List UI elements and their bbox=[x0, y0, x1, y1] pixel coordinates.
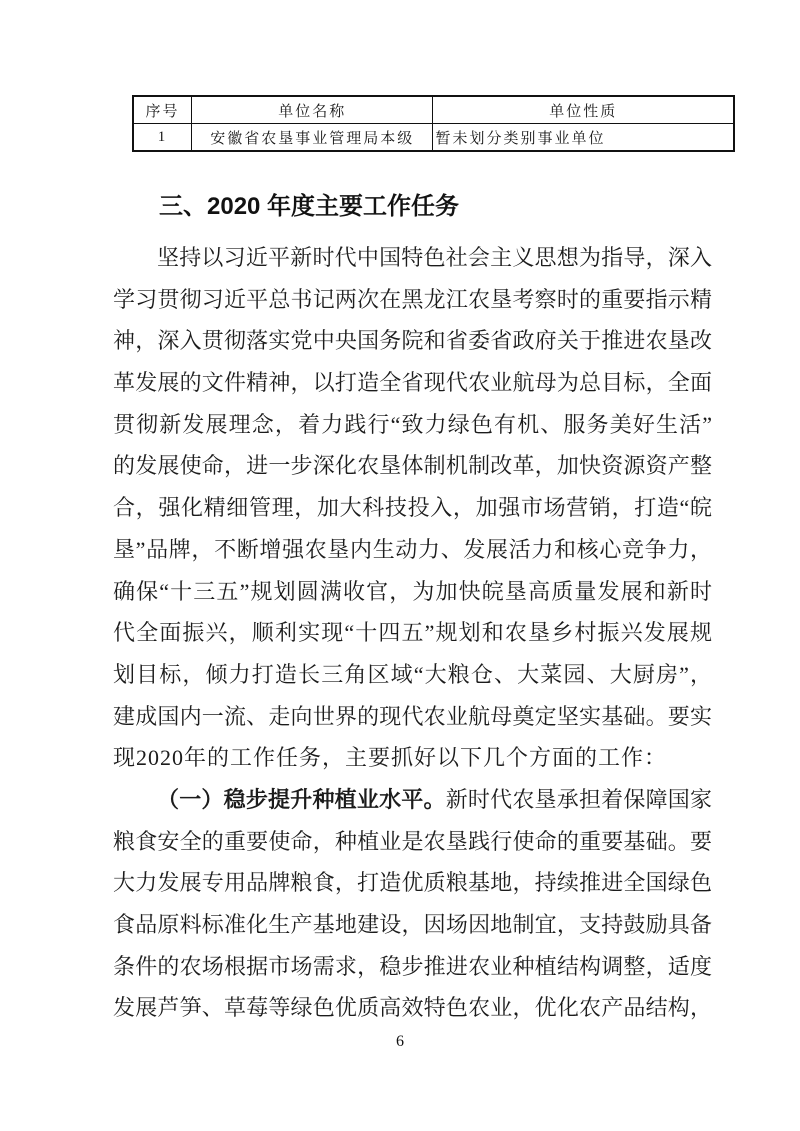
text-line: 粮食安全的重要使命，种植业是农垦践行使命的重要基础。要 bbox=[113, 828, 712, 854]
paragraph-item-1 bbox=[113, 779, 712, 1029]
section-heading: 三、2020 年度主要工作任务 bbox=[159, 193, 460, 220]
cell-unit-name: 安徽省农垦事业管理局本级 bbox=[192, 124, 433, 152]
text-line: 代全面振兴，顺利实现“十四五”规划和农垦乡村振兴发展规 bbox=[113, 620, 712, 646]
text-line: 合，强化精细管理，加大科技投入，加强市场营销，打造“皖 bbox=[113, 495, 712, 521]
header-cell-nature: 单位性质 bbox=[433, 96, 734, 124]
cell-unit-nature: 暂未划分类别事业单位 bbox=[433, 124, 734, 152]
text-line: 建成国内一流、走向世界的现代农业航母奠定坚实基础。要实 bbox=[113, 703, 712, 729]
bold-lead-text: （一）稳步提升种植业水平。 bbox=[157, 787, 446, 812]
text-line: 确保“十三五”规划圆满收官，为加快皖垦高质量发展和新时 bbox=[113, 578, 712, 604]
table-row bbox=[133, 124, 734, 152]
text-line: 发展芦笋、草莓等绿色优质高效特色农业，优化农产品结构， bbox=[113, 995, 712, 1021]
page-number: 6 bbox=[396, 1033, 404, 1050]
text-line: 条件的农场根据市场需求，稳步推进农业种植结构调整，适度 bbox=[113, 953, 712, 979]
text-line: 革发展的文件精神，以打造全省现代农业航母为总目标，全面 bbox=[113, 370, 712, 396]
unit-info-table bbox=[132, 95, 735, 152]
text-line: 学习贯彻习近平总书记两次在黑龙江农垦考察时的重要指示精 bbox=[113, 286, 712, 312]
line-text: 新时代农垦承担着保障国家 bbox=[445, 787, 712, 812]
text-line: 食品原料标准化生产基地建设，因场因地制宜，支持鼓励具备 bbox=[113, 912, 712, 938]
cell-serial-number: 1 bbox=[133, 124, 192, 152]
header-cell-no: 序号 bbox=[133, 96, 192, 124]
paragraph-intro bbox=[113, 237, 712, 779]
text-line: 现2020年的工作任务，主要抓好以下几个方面的工作： bbox=[113, 745, 668, 771]
header-cell-name: 单位名称 bbox=[192, 96, 433, 124]
text-line: 贯彻新发展理念，着力践行“致力绿色有机、服务美好生活” bbox=[113, 411, 712, 437]
text-line: 神，深入贯彻落实党中央国务院和省委省政府关于推进农垦改 bbox=[113, 328, 712, 354]
text-line: 大力发展专用品牌粮食，打造优质粮基地，持续推进全国绿色 bbox=[113, 870, 712, 896]
text-line bbox=[113, 779, 712, 821]
text-line: 的发展使命，进一步深化农垦体制机制改革，加快资源资产整 bbox=[113, 453, 712, 479]
table-header-row bbox=[133, 96, 734, 124]
text-line: 垦”品牌，不断增强农垦内生动力、发展活力和核心竞争力， bbox=[113, 536, 712, 562]
text-line: 坚持以习近平新时代中国特色社会主义思想为指导，深入 bbox=[157, 245, 712, 270]
text-line: 划目标，倾力打造长三角区域“大粮仓、大菜园、大厨房”， bbox=[113, 661, 712, 687]
